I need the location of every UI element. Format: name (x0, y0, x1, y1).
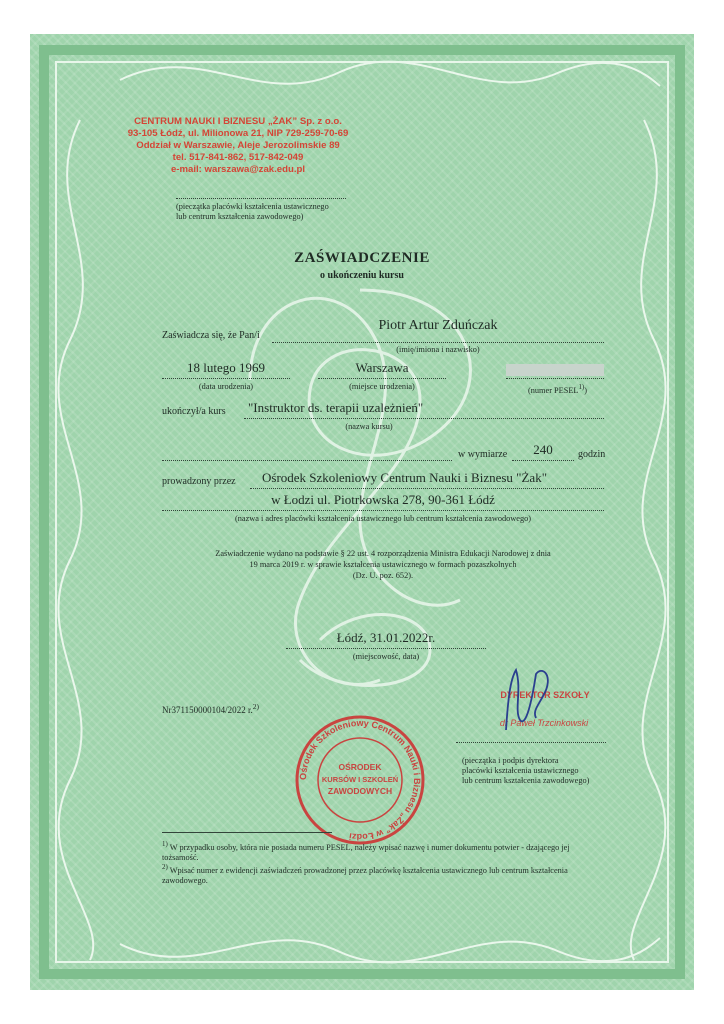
birth-place-line (318, 378, 446, 379)
place-date: Łódź, 31.01.2022r. (336, 630, 436, 645)
course-line (244, 418, 604, 419)
hours-suffix: godzin (578, 449, 606, 460)
birth-date-line (162, 378, 290, 379)
document-subtitle: o ukończeniu kursu (320, 270, 404, 281)
place-date-line (286, 648, 486, 649)
footnote-separator (162, 832, 332, 833)
director-caption-line: (pieczątka i podpis dyrektora (462, 756, 559, 765)
pesel-line (506, 378, 604, 379)
course-name: "Instruktor ds. terapii uzależnień" (248, 400, 424, 415)
name-caption: (imię/imiona i nazwisko) (396, 345, 480, 354)
footnote-text: Wpisać numer z ewidencji zaświadczeń prowadzonej przez placówkę kształcenia ustawicznego lub centrum kształcenia zawodowego. (162, 865, 568, 885)
certifies-label: Zaświadcza się, że Pan/i (162, 330, 260, 341)
director-caption (462, 756, 622, 786)
course-caption: (nazwa kursu) (345, 422, 393, 431)
birth-date: 18 lutego 1969 (187, 360, 265, 375)
legal-basis-line: Zaświadczenie wydano na podstawie § 22 ust. 4 rozporządzenia Ministra Edukacji Narodowej z dnia (215, 549, 551, 558)
round-stamp-line: ZAWODOWYCH (327, 786, 393, 796)
name-line (272, 342, 604, 343)
document-title: ZAŚWIADCZENIE (294, 250, 430, 266)
conductor-line (250, 488, 604, 489)
pesel-redacted (506, 364, 604, 376)
footnote-text: W przypadku osoby, która nie posiada numeru PESEL, należy wpisać nazwę i numer dokumentu potwier - dzającego jej tożsamość. (162, 842, 570, 862)
school-address: 93-105 Łódź, ul. Milionowa 21, NIP 729-259-70-69 (127, 128, 349, 139)
header-stamp-line (176, 198, 346, 199)
hours-prefix: w wymiarze (458, 449, 508, 460)
legal-basis (162, 548, 604, 581)
round-stamp (292, 712, 428, 848)
school-name: CENTRUM NAUKI I BIZNESU „ŻAK” Sp. z o.o. (134, 116, 342, 127)
footnotes (162, 840, 602, 886)
header-stamp-caption (176, 202, 376, 222)
birth-date-caption: (data urodzenia) (198, 382, 254, 391)
footnote-2 (162, 863, 602, 886)
school-header-stamp (118, 116, 358, 176)
round-stamp-outer-text: Ośrodek Szkoleniowy Centrum Nauki i Biznesu „Żak” w Łodzi (297, 717, 423, 843)
header-stamp-caption-line: lub centrum kształcenia zawodowego) (176, 212, 304, 221)
place-date-caption: (miejscowość, data) (352, 652, 420, 661)
director-title: DYREKTOR SZKOŁY (500, 690, 590, 700)
school-phone: tel. 517-841-862, 517-842-049 (172, 152, 304, 163)
pesel-caption-text: (numer PESEL (528, 385, 579, 395)
director-name: dr Paweł Trzcinkowski (499, 718, 589, 728)
director-signature-line (456, 742, 606, 743)
certificate-number (162, 702, 259, 715)
birth-place-caption: (miejsce urodzenia) (349, 382, 415, 391)
pesel-footnote-mark: 1) (578, 384, 585, 391)
school-email: e-mail: warszawa@zak.edu.pl (170, 164, 306, 175)
cert-number-separator: /20 (225, 705, 237, 715)
completed-label: ukończył/a kurs (162, 406, 226, 417)
footnote-mark: 1) (162, 841, 168, 848)
header-stamp-caption-line: (pieczątka placówki kształcenia ustawicznego (176, 202, 329, 211)
school-branch: Oddział w Warszawie, Aleje Jerozolimskie 89 (136, 140, 340, 151)
legal-basis-line: (Dz. U. poz. 652). (352, 571, 414, 580)
conductor-caption: (nazwa i adres placówki kształcenia ustawicznego lub centrum kształcenia zawodowego) (234, 514, 532, 523)
round-stamp-line: OŚRODEK (338, 762, 382, 772)
cert-number-value: 371150000104 (171, 705, 226, 715)
director-signature (498, 660, 558, 740)
cert-number-footnote-mark: 2) (252, 702, 259, 711)
director-caption-line: placówki kształcenia ustawicznego (462, 766, 579, 775)
course-line-2 (162, 460, 452, 461)
conductor-address-line (162, 510, 604, 511)
director-caption-line: lub centrum kształcenia zawodowego) (462, 776, 590, 785)
round-stamp-line: KURSÓW I SZKOLEŃ (321, 775, 399, 784)
legal-basis-line: 19 marca 2019 r. w sprawie kształcenia ustawicznego w formach pozaszkolnych (249, 560, 517, 569)
pesel-caption (528, 383, 587, 396)
hours-line (512, 460, 574, 461)
footnote-1 (162, 840, 602, 863)
cert-number-prefix: Nr (162, 705, 172, 715)
cert-number-suffix: r. (245, 705, 253, 715)
cert-number-year: 22 (236, 705, 246, 715)
conductor-address: w Łodzi ul. Piotrkowska 278, 90-361 Łódź (271, 492, 495, 507)
footnote-mark: 2) (162, 863, 168, 871)
conducted-label: prowadzony przez (162, 476, 236, 487)
hours-value: 240 (533, 442, 553, 457)
pesel-caption-end: ) (584, 385, 587, 395)
conductor-name: Ośrodek Szkoleniowy Centrum Nauki i Biznesu "Żak" (262, 470, 548, 485)
full-name: Piotr Artur Zduńczak (378, 318, 498, 333)
birth-place: Warszawa (355, 360, 409, 375)
